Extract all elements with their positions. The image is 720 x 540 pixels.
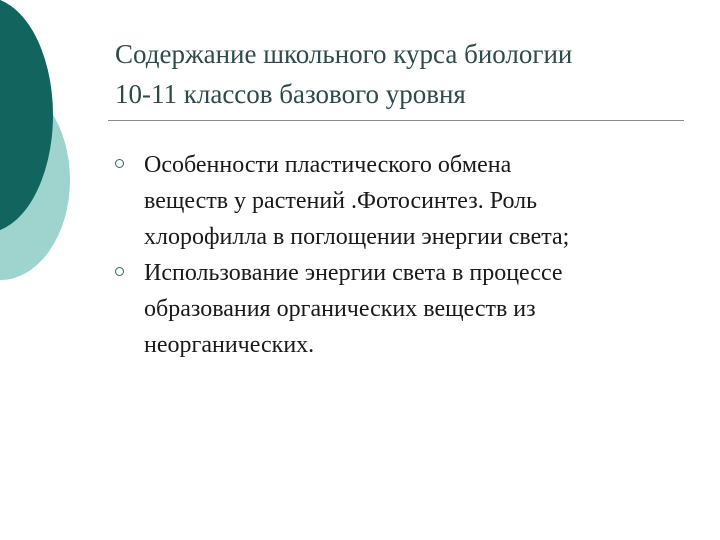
- bullet-line: неорганических.: [144, 332, 315, 358]
- bullet-line: хлорофилла в поглощении энергии света;: [144, 224, 570, 250]
- bullet-line: образования органических веществ из: [144, 296, 536, 322]
- slide-title-line: Содержание школьного курса биологии: [115, 39, 573, 69]
- slide-title-line: 10-11 классов базового уровня: [115, 79, 466, 109]
- title-divider: [108, 120, 684, 121]
- bullet-item: [112, 255, 672, 363]
- bullet-line: веществ у растений .Фотосинтез. Роль: [144, 188, 538, 214]
- decorative-circles: [0, 0, 90, 300]
- bullet-line: Особенности пластического обмена: [144, 152, 512, 178]
- hollow-circle-bullet-icon: [115, 267, 124, 276]
- slide-content: [112, 147, 672, 363]
- bullet-line: Использование энергии света в процессе: [144, 260, 563, 286]
- hollow-circle-bullet-icon: [115, 159, 124, 168]
- slide-title: [115, 34, 695, 114]
- bullet-item: [112, 147, 672, 255]
